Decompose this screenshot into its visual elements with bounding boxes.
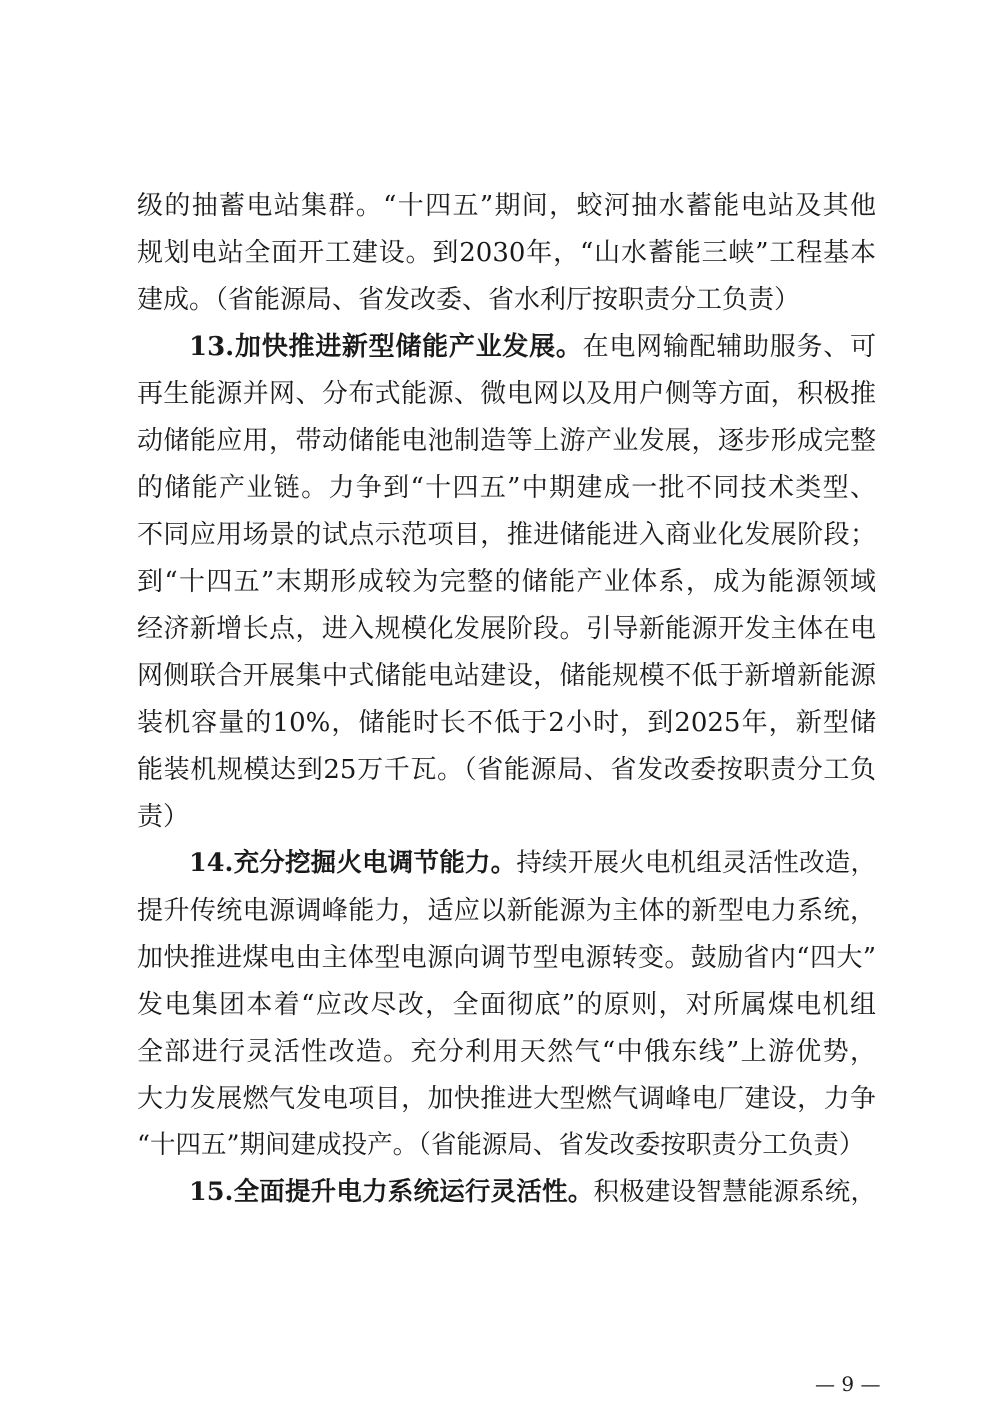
body-text-line xyxy=(137,1086,876,1112)
line-text: 的储能产业链。力争到“十四五”中期建成一批不同技术类型、 xyxy=(137,473,876,503)
line-text: 能装机规模达到25万千瓦。（省能源局、省发改委按职责分工负 xyxy=(137,755,876,785)
body-text-line xyxy=(137,428,876,454)
line-text: 积极建设智慧能源系统， xyxy=(593,1177,876,1207)
line-text: 全部进行灵活性改造。充分利用天然气“中俄东线”上游优势， xyxy=(137,1037,876,1067)
line-text: 大力发展燃气发电项目，加快推进大型燃气调峰电厂建设，力争 xyxy=(137,1084,876,1114)
line-text: 再生能源并网、分布式能源、微电网以及用户侧等方面，积极推 xyxy=(137,379,876,409)
line-text: 级的抽蓄电站集群。“十四五”期间，蛟河抽水蓄能电站及其他 xyxy=(137,191,876,221)
body-text-line xyxy=(137,1039,876,1065)
line-text: 装机容量的10%，储能时长不低于2小时，到2025年，新型储 xyxy=(137,708,876,738)
section-13-heading: 13.加快推进新型储能产业发展。 xyxy=(189,332,583,362)
section-14-first-line xyxy=(189,848,876,878)
body-text-line xyxy=(137,663,876,689)
line-text: 持续开展火电机组灵活性改造， xyxy=(516,848,876,878)
body-text-line xyxy=(137,945,876,971)
page-number: — 9 — xyxy=(815,1372,881,1396)
line-text: 经济新增长点，进入规模化发展阶段。引导新能源开发主体在电 xyxy=(137,614,876,644)
line-text: 责） xyxy=(137,802,190,832)
body-text-line xyxy=(137,475,876,501)
body-text-line xyxy=(137,898,876,924)
section-15-heading: 15.全面提升电力系统运行灵活性。 xyxy=(189,1177,594,1207)
body-text-line xyxy=(137,522,876,548)
section-15-first-line xyxy=(189,1177,876,1207)
line-text: 到“十四五”末期形成较为完整的储能产业体系，成为能源领域 xyxy=(137,567,876,597)
line-text: 在电网输配辅助服务、可 xyxy=(582,332,876,362)
body-text-line xyxy=(137,804,876,830)
body-text-line xyxy=(137,193,876,219)
body-text-line xyxy=(137,240,876,266)
line-text: 网侧联合开展集中式储能电站建设，储能规模不低于新增新能源 xyxy=(137,661,876,691)
body-text-line xyxy=(137,1130,876,1160)
line-text: 发电集团本着“应改尽改，全面彻底”的原则，对所属煤电机组 xyxy=(137,990,876,1020)
line-text: 动储能应用，带动储能电池制造等上游产业发展，逐步形成完整 xyxy=(137,426,876,456)
body-text-line xyxy=(137,710,876,736)
line-text: 不同应用场景的试点示范项目，推进储能进入商业化发展阶段； xyxy=(137,520,876,550)
section-14-heading: 14.充分挖掘火电调节能力。 xyxy=(189,848,517,878)
line-text: “十四五”期间建成投产。（省能源局、省发改委按职责分工负责） xyxy=(137,1130,865,1160)
line-text: 提升传统电源调峰能力，适应以新能源为主体的新型电力系统， xyxy=(137,896,876,926)
body-text-line xyxy=(137,757,876,783)
body-text-line xyxy=(137,992,876,1018)
body-text-line xyxy=(137,616,876,642)
line-text: 建成。（省能源局、省发改委、省水利厅按职责分工负责） xyxy=(137,285,801,315)
body-text-line xyxy=(137,287,876,313)
body-text-line xyxy=(137,381,876,407)
body-text-line xyxy=(137,569,876,595)
line-text: 加快推进煤电由主体型电源向调节型电源转变。鼓励省内“四大” xyxy=(137,943,876,973)
section-13-first-line xyxy=(189,334,876,360)
line-text: 规划电站全面开工建设。到2030年，“山水蓄能三峡”工程基本 xyxy=(137,238,876,268)
